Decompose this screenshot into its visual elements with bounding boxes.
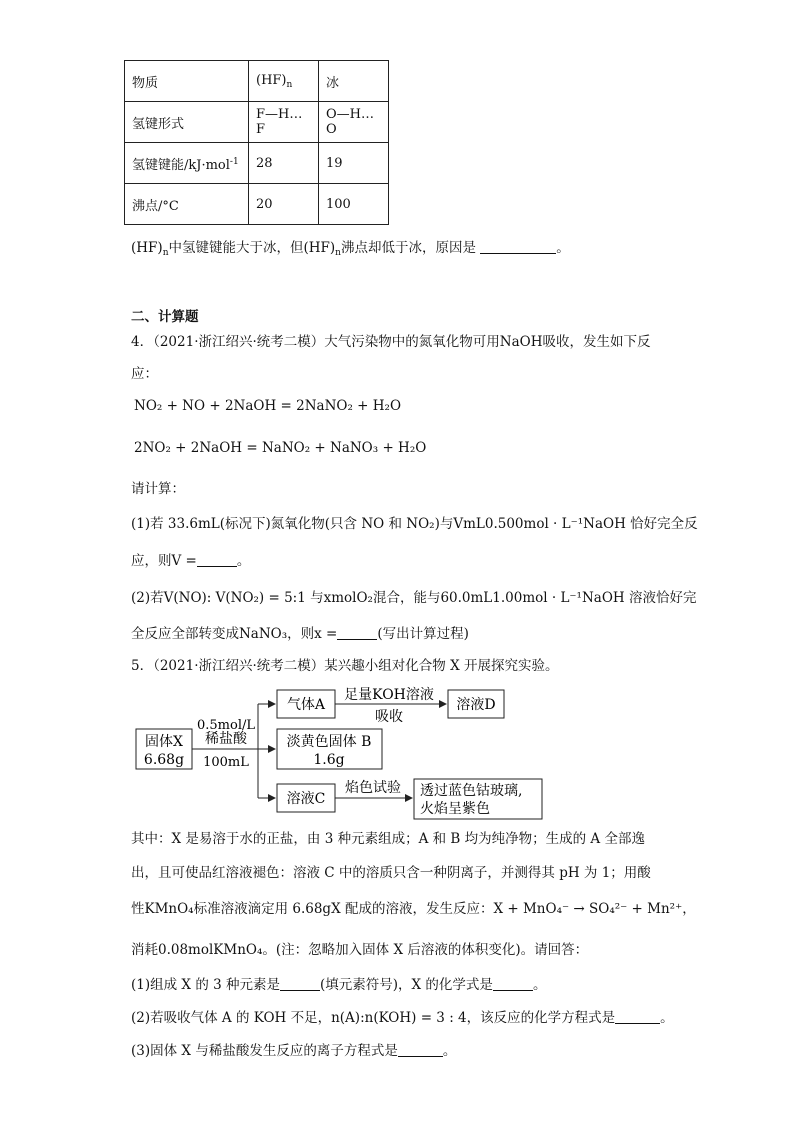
answer-blank[interactable] [337,627,377,640]
table-cell: 100 [319,184,389,225]
table-row [125,61,389,102]
equation-2: 2NO₂ + 2NaOH = NaNO₂ + NaNO₃ + H₂O [134,440,427,456]
table-cell: 28 [249,143,319,184]
equation-1: NO₂ + NO + 2NaOH = 2NaNO₂ + H₂O [134,398,402,414]
q5-desc-line4: 消耗0.08molKMnO₄。(注：忽略加入固体 X 后溶液的体积变化)。请回答： [131,942,589,958]
answer-blank[interactable] [398,1044,443,1057]
absorb-label: 吸收 [375,709,403,725]
result-line2: 火焰呈紫色 [420,801,490,817]
answer-blank[interactable] [197,554,237,567]
table-cell: F—H…F [249,102,319,143]
acid-concentration: 0.5mol/L [197,718,255,733]
text: 中氢键键能大于冰，但(HF) [168,240,336,256]
solid-x-label: 固体X [145,734,183,750]
result-line1: 透过蓝色钴玻璃, [420,783,523,799]
text: 。 [556,240,570,256]
table-cell: 氢键形式 [125,102,249,143]
koh-label: 足量KOH溶液 [344,687,434,703]
text: 全反应全部转变成NaNO₃，则x = [131,626,338,642]
text: (1)组成 X 的 3 种元素是 [131,977,280,993]
q5-intro: 5．（2021·浙江绍兴·统考二模）某兴趣小组对化合物 X 开展探究实验。 [131,658,559,674]
solution-d-label: 溶液D [456,697,496,713]
solution-c-label: 溶液C [286,791,326,807]
table-cell: O—H…O [319,102,389,143]
solid-b-label: 淡黄色固体 B [286,734,372,750]
table-cell: 冰 [319,61,389,102]
solid-x-mass: 6.68g [143,752,185,768]
text: (写出计算过程) [377,626,469,642]
calc-prompt: 请计算： [131,481,185,497]
answer-blank[interactable] [493,978,533,991]
q3-reason-line [131,236,570,258]
q5-desc-line1: 其中：X 是易溶于水的正盐，由 3 种元素组成；A 和 B 均为纯净物；生成的 A 全部逸 [131,831,645,847]
acid-volume: 100mL [203,755,249,770]
text: 。 [236,553,251,569]
q4-part2-line2 [131,622,469,642]
q4-intro-line2: 应： [131,366,158,382]
table-row [125,143,389,184]
table-row [125,184,389,225]
text: 。 [660,1010,674,1026]
q4-part2-line1: (2)若V(NO): V(NO₂) = 5:1 与xmolO₂混合，能与60.0mL1.00mol · L⁻¹NaOH 溶液恰好完 [131,590,697,606]
text: (2)若吸收气体 A 的 KOH 不足，n(A):n(KOH) = 3 : 4，该反应的化学方程式是 [131,1010,616,1026]
experiment-flow-diagram [130,680,550,820]
table-cell: 20 [249,184,319,225]
flame-test-label: 焰色试验 [345,780,401,796]
text: 应，则V = [131,553,197,569]
answer-blank[interactable] [480,241,556,254]
q5-part1 [131,973,546,993]
q5-desc-line2: 出，且可使品红溶液褪色：溶液 C 中的溶质只含一种阴离子，并测得其 pH 为 1；用酸 [131,865,651,881]
table-cell: 物质 [125,61,249,102]
table-cell: 19 [319,143,389,184]
q5-part2 [131,1006,674,1026]
gas-a-label: 气体A [286,697,326,713]
q4-intro-line1: 4．（2021·浙江绍兴·统考二模）大气污染物中的氮氧化物可用NaOH吸收，发生如下反 [131,334,651,350]
text: (3)固体 X 与稀盐酸发生反应的离子方程式是 [131,1043,398,1059]
text: 沸点却低于冰，原因是 [340,240,476,256]
section-heading: 二、计算题 [131,309,199,325]
text: (填元素符号)，X 的化学式是 [320,977,493,993]
table-cell: $(HF)_n$ [249,61,319,102]
answer-blank[interactable] [280,978,320,991]
q5-part3 [131,1039,456,1059]
text: (HF) [131,240,163,256]
q4-part1-line2 [131,549,250,569]
table-cell: 沸点/°C [125,184,249,225]
table-row [125,102,389,143]
text: n [335,248,341,258]
text: 。 [532,977,547,993]
answer-blank[interactable] [615,1011,660,1024]
text: 。 [442,1043,457,1059]
text: n [162,248,169,258]
acid-label: 稀盐酸 [205,731,247,747]
hydrogen-bond-table [124,60,389,225]
solid-b-mass: 1.6g [313,752,345,768]
q5-desc-line3: 性KMnO₄标准溶液滴定用 6.68gX 配成的溶液，发生反应：X + MnO₄⁻ → SO₄²⁻ + Mn²⁺， [131,901,696,917]
q4-part1-line1: (1)若 33.6mL(标况下)氮氧化物(只含 NO 和 NO₂)与VmL0.500mol · L⁻¹NaOH 恰好完全反 [131,516,698,532]
table-cell: 氢键键能/kJ·mol$^{-1}$ [125,143,249,184]
